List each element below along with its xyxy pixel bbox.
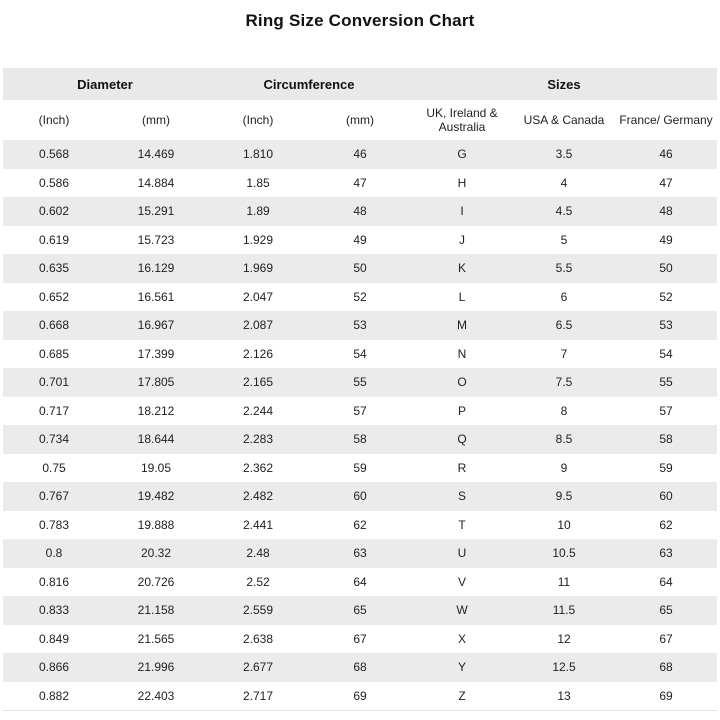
table-cell: M xyxy=(457,318,467,333)
table-cell: 2.126 xyxy=(242,346,274,361)
table-cell: 0.668 xyxy=(38,318,70,333)
table-cell: 0.586 xyxy=(38,175,70,190)
table-cell: 0.602 xyxy=(38,204,70,219)
table-cell: 63 xyxy=(353,546,367,561)
table-cell: U xyxy=(457,546,467,561)
table-cell: 0.8 xyxy=(45,546,63,561)
table-cell: 4 xyxy=(560,175,568,190)
table-cell: 8 xyxy=(560,403,568,418)
table-cell: 63 xyxy=(659,546,673,561)
table-cell: 16.967 xyxy=(137,318,175,333)
table-cell: 0.866 xyxy=(38,660,70,675)
table-cell: 2.638 xyxy=(242,631,274,646)
table-cell: 2.482 xyxy=(242,489,274,504)
table-cell: 19.05 xyxy=(140,460,172,475)
column-header: (mm) xyxy=(142,113,170,127)
column-header-row xyxy=(3,100,717,140)
table-cell: 19.482 xyxy=(137,489,175,504)
table-cell: 62 xyxy=(353,517,367,532)
table-row xyxy=(3,254,717,283)
table-cell: 2.244 xyxy=(242,403,274,418)
table-cell: 14.884 xyxy=(137,175,175,190)
group-header-sizes: Sizes xyxy=(547,76,581,92)
table-cell: 50 xyxy=(353,261,367,276)
table-cell: 12.5 xyxy=(552,660,576,675)
table-row xyxy=(3,653,717,682)
table-cell: 0.833 xyxy=(38,603,70,618)
table-cell: 1.89 xyxy=(246,204,270,219)
table-cell: Z xyxy=(458,688,466,703)
table-row xyxy=(3,482,717,511)
table-cell: 62 xyxy=(659,517,673,532)
table-row xyxy=(3,226,717,255)
table-cell: 15.723 xyxy=(137,232,175,247)
table-cell: 69 xyxy=(353,688,367,703)
table-cell: 58 xyxy=(353,432,367,447)
table-cell: 18.212 xyxy=(137,403,175,418)
table-cell: 14.469 xyxy=(137,147,175,162)
table-cell: 9 xyxy=(560,460,568,475)
table-cell: V xyxy=(457,574,466,589)
table-row xyxy=(3,625,717,654)
table-header xyxy=(3,68,717,140)
table-cell: 2.047 xyxy=(242,289,274,304)
table-cell: 6.5 xyxy=(555,318,573,333)
table-cell: 0.568 xyxy=(38,147,70,162)
table-row xyxy=(3,311,717,340)
table-cell: 0.734 xyxy=(38,432,70,447)
table-cell: 60 xyxy=(659,489,673,504)
table-cell: 65 xyxy=(353,603,367,618)
table-cell: 4.5 xyxy=(555,204,573,219)
table-cell: 3.5 xyxy=(555,147,573,162)
table-cell: 49 xyxy=(353,232,367,247)
table-cell: R xyxy=(457,460,467,475)
table-cell: 0.685 xyxy=(38,346,70,361)
table-cell: 19.888 xyxy=(137,517,175,532)
table-cell: 1.969 xyxy=(242,261,274,276)
table-cell: 21.996 xyxy=(137,660,175,675)
table-cell: 65 xyxy=(659,603,673,618)
table-cell: 2.362 xyxy=(242,460,274,475)
table-cell: 17.399 xyxy=(137,346,175,361)
table-row xyxy=(3,596,717,625)
table-cell: L xyxy=(458,289,466,304)
table-cell: 0.849 xyxy=(38,631,70,646)
table-cell: P xyxy=(457,403,466,418)
table-cell: 0.882 xyxy=(38,688,70,703)
table-cell: 11 xyxy=(557,574,571,589)
table-cell: 64 xyxy=(659,574,673,589)
table-row xyxy=(3,539,717,568)
column-header: USA & Canada xyxy=(523,113,605,127)
table-row xyxy=(3,340,717,369)
table-row xyxy=(3,368,717,397)
table-cell: 6 xyxy=(560,289,568,304)
group-header-diameter: Diameter xyxy=(77,76,133,92)
table-cell: 2.283 xyxy=(242,432,274,447)
table-cell: 2.48 xyxy=(246,546,270,561)
table-row xyxy=(3,511,717,540)
table-cell: 0.619 xyxy=(38,232,70,247)
table-cell: 48 xyxy=(659,204,673,219)
table-cell: 17.805 xyxy=(137,375,175,390)
ring-size-conversion-table xyxy=(3,68,717,711)
table-cell: H xyxy=(457,175,467,190)
table-cell: 46 xyxy=(353,147,367,162)
table-cell: 2.559 xyxy=(242,603,274,618)
table-cell: 2.677 xyxy=(242,660,274,675)
column-header: (mm) xyxy=(346,113,374,127)
table-row xyxy=(3,140,717,169)
table-cell: 0.717 xyxy=(38,403,70,418)
table-row xyxy=(3,425,717,454)
table-cell: 68 xyxy=(659,660,673,675)
table-cell: 8.5 xyxy=(555,432,573,447)
table-row xyxy=(3,283,717,312)
table-cell: 20.32 xyxy=(140,546,172,561)
table-row xyxy=(3,568,717,597)
table-cell: I xyxy=(460,204,464,219)
table-cell: 5 xyxy=(560,232,568,247)
table-cell: O xyxy=(457,375,467,390)
table-cell: G xyxy=(457,147,467,162)
table-cell: T xyxy=(458,517,466,532)
page-title: Ring Size Conversion Chart xyxy=(245,11,475,30)
table-cell: 53 xyxy=(659,318,673,333)
table-cell: 0.767 xyxy=(38,489,70,504)
table-cell: 15.291 xyxy=(137,204,175,219)
table-cell: 58 xyxy=(659,432,673,447)
table-cell: 5.5 xyxy=(555,261,573,276)
column-header: (Inch) xyxy=(242,113,274,127)
table-cell: 54 xyxy=(353,346,367,361)
table-cell: 64 xyxy=(353,574,367,589)
table-cell: 11.5 xyxy=(552,603,576,618)
table-cell: 69 xyxy=(659,688,673,703)
table-cell: 46 xyxy=(659,147,673,162)
table-cell: 60 xyxy=(353,489,367,504)
table-cell: 47 xyxy=(353,175,367,190)
table-cell: 10 xyxy=(557,517,571,532)
table-cell: 21.565 xyxy=(137,631,175,646)
table-cell: 47 xyxy=(659,175,673,190)
table-cell: 7 xyxy=(560,346,568,361)
table-cell: X xyxy=(457,631,466,646)
table-cell: 16.561 xyxy=(137,289,175,304)
table-body xyxy=(3,140,717,710)
table-cell: 0.75 xyxy=(42,460,66,475)
table-cell: Y xyxy=(457,660,466,675)
table-cell: 0.635 xyxy=(38,261,70,276)
table-cell: 2.717 xyxy=(242,688,274,703)
table-cell: 68 xyxy=(353,660,367,675)
table-cell: Q xyxy=(457,432,467,447)
table-cell: 67 xyxy=(659,631,673,646)
table-cell: 53 xyxy=(353,318,367,333)
table-cell: 16.129 xyxy=(137,261,175,276)
table-cell: 0.652 xyxy=(38,289,70,304)
table-cell: 49 xyxy=(659,232,673,247)
table-cell: 7.5 xyxy=(555,375,573,390)
table-cell: 9.5 xyxy=(555,489,573,504)
column-header: (Inch) xyxy=(38,113,70,127)
table-cell: 21.158 xyxy=(137,603,175,618)
table-cell: J xyxy=(459,232,465,247)
column-header: UK, Ireland & Australia xyxy=(426,106,498,134)
table-cell: 52 xyxy=(659,289,673,304)
table-cell: 59 xyxy=(353,460,367,475)
table-cell: 13 xyxy=(557,688,571,703)
table-cell: W xyxy=(456,603,468,618)
table-cell: 57 xyxy=(353,403,367,418)
table-cell: 1.85 xyxy=(246,175,270,190)
table-cell: 59 xyxy=(659,460,673,475)
table-cell: 0.783 xyxy=(38,517,70,532)
table-cell: 10.5 xyxy=(552,546,576,561)
table-cell: 2.52 xyxy=(246,574,270,589)
column-header: France/ Germany xyxy=(619,113,713,127)
table-cell: 22.403 xyxy=(137,688,175,703)
group-header-row xyxy=(3,68,717,100)
table-cell: 48 xyxy=(353,204,367,219)
table-cell: 2.441 xyxy=(242,517,274,532)
table-row xyxy=(3,682,717,711)
table-cell: 0.816 xyxy=(38,574,70,589)
table-cell: 2.165 xyxy=(242,375,274,390)
table-row xyxy=(3,169,717,198)
group-header-circumference: Circumference xyxy=(263,76,355,92)
table-cell: 2.087 xyxy=(242,318,274,333)
table-row xyxy=(3,454,717,483)
table-cell: S xyxy=(457,489,466,504)
table-cell: 55 xyxy=(353,375,367,390)
table-cell: 20.726 xyxy=(137,574,175,589)
table-cell: 0.701 xyxy=(38,375,70,390)
table-row xyxy=(3,397,717,426)
table-cell: 18.644 xyxy=(137,432,175,447)
table-cell: 67 xyxy=(353,631,367,646)
table-cell: 50 xyxy=(659,261,673,276)
table-cell: 1.929 xyxy=(242,232,274,247)
table-cell: 54 xyxy=(659,346,673,361)
table-cell: 1.810 xyxy=(242,147,274,162)
table-cell: 52 xyxy=(353,289,367,304)
table-cell: K xyxy=(457,261,466,276)
table-cell: 12 xyxy=(557,631,571,646)
table-cell: 57 xyxy=(659,403,673,418)
table-row xyxy=(3,197,717,226)
table-cell: 55 xyxy=(659,375,673,390)
table-cell: N xyxy=(457,346,467,361)
